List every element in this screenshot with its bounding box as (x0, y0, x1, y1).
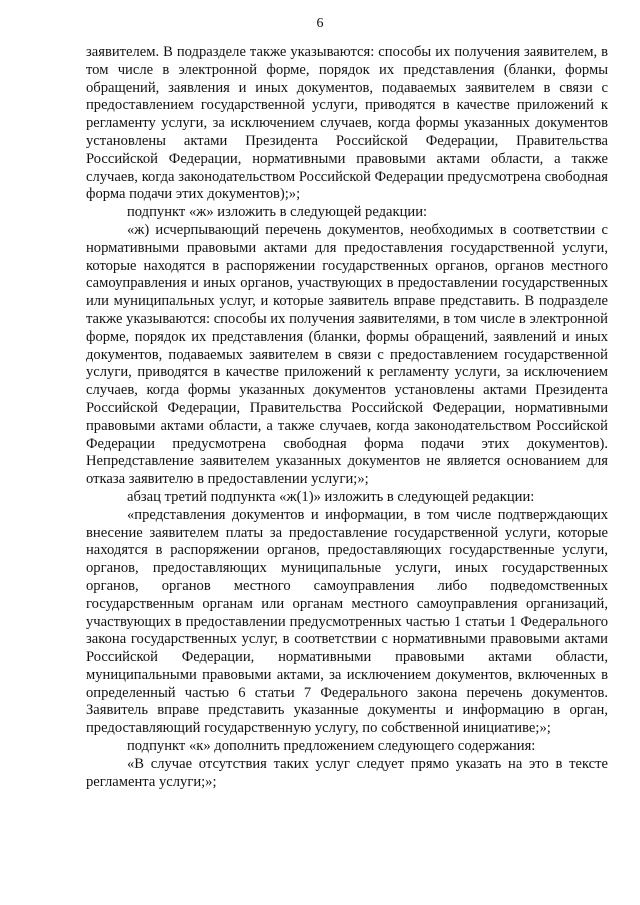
paragraph: подпункт «ж» изложить в следующей редакции: (127, 204, 428, 221)
paragraph: «ж) исчерпывающий перечень документов, необходимых в соответствии с нормативными правовыми актами для предоставления государственной услуги, которые находятся в распоряжении государственных органов, органов местного самоуправления и иных органов, участвующих в предоставлении государственных или муниципальных услуг, и которые заявитель вправе представить. В подразделе также указываются: способы их получения заявителями, в том числе в электронной форме, порядок их представления (бланки, формы обращений, заявлений и иных документов, подаваемых заявителем в связи с предоставлением государственной услуги, приводятся в качестве приложений к регламенту услуги, за исключением случаев, когда формы указанных документов установлены актами Президента Российской Федерации, Правительства Российской Федерации, нормативными правовыми актами области, а также случаев, когда законодательством Российской Федерации предусмотрена свободная форма подачи этих документов). Непредставление заявителем указанных документов не является основанием для отказа заявителю в предоставлении услуги;»; (86, 221, 608, 488)
paragraph: «В случае отсутствия таких услуг следует прямо указать на это в тексте регламента услуги;»; (86, 755, 608, 790)
page-number: 6 (316, 16, 324, 31)
paragraph: «представления документов и информации, в том числе подтверждающих внесение заявителем платы за предоставление государственной услуги, которые находятся в распоряжении органов, предоставляющих государственные услуги, органов, предоставляющих муниципальные услуги, иных государственных органов, органов местного самоуправления либо подведомственных государственным органам или органам местного самоуправления организаций, участвующих в предоставлении предусмотренных частью 1 статьи 1 Федерального закона государственных услуг, в соответствии с нормативными правовыми актами Российской Федерации, нормативными правовыми актами области, муниципальными правовыми актами, за исключением документов, включенных в определенный частью 6 статьи 7 Федерального закона перечень документов. Заявитель вправе представить указанные документы и информацию в орган, предоставляющий государственную услугу, по собственной инициативе;»; (86, 506, 608, 737)
paragraph: заявителем. В подразделе также указываются: способы их получения заявителем, в том числе в электронной форме, порядок их представления (бланки, формы обращений, заявления и иных документов, подаваемых заявителем в связи с предоставлением государственной услуги, приводятся в качестве приложений к регламенту услуги, за исключением случаев, когда формы указанных документов установлены актами Президента Российской Федерации, Правительства Российской Федерации, нормативными правовыми актами области, а также случаев, когда законодательством Российской Федерации предусмотрена свободная форма подачи этих документов);»; (86, 44, 608, 203)
paragraph: подпункт «к» дополнить предложением следующего содержания: (127, 738, 536, 755)
document-body (86, 44, 608, 791)
paragraph: абзац третий подпункта «ж(1)» изложить в следующей редакции: (127, 488, 535, 505)
